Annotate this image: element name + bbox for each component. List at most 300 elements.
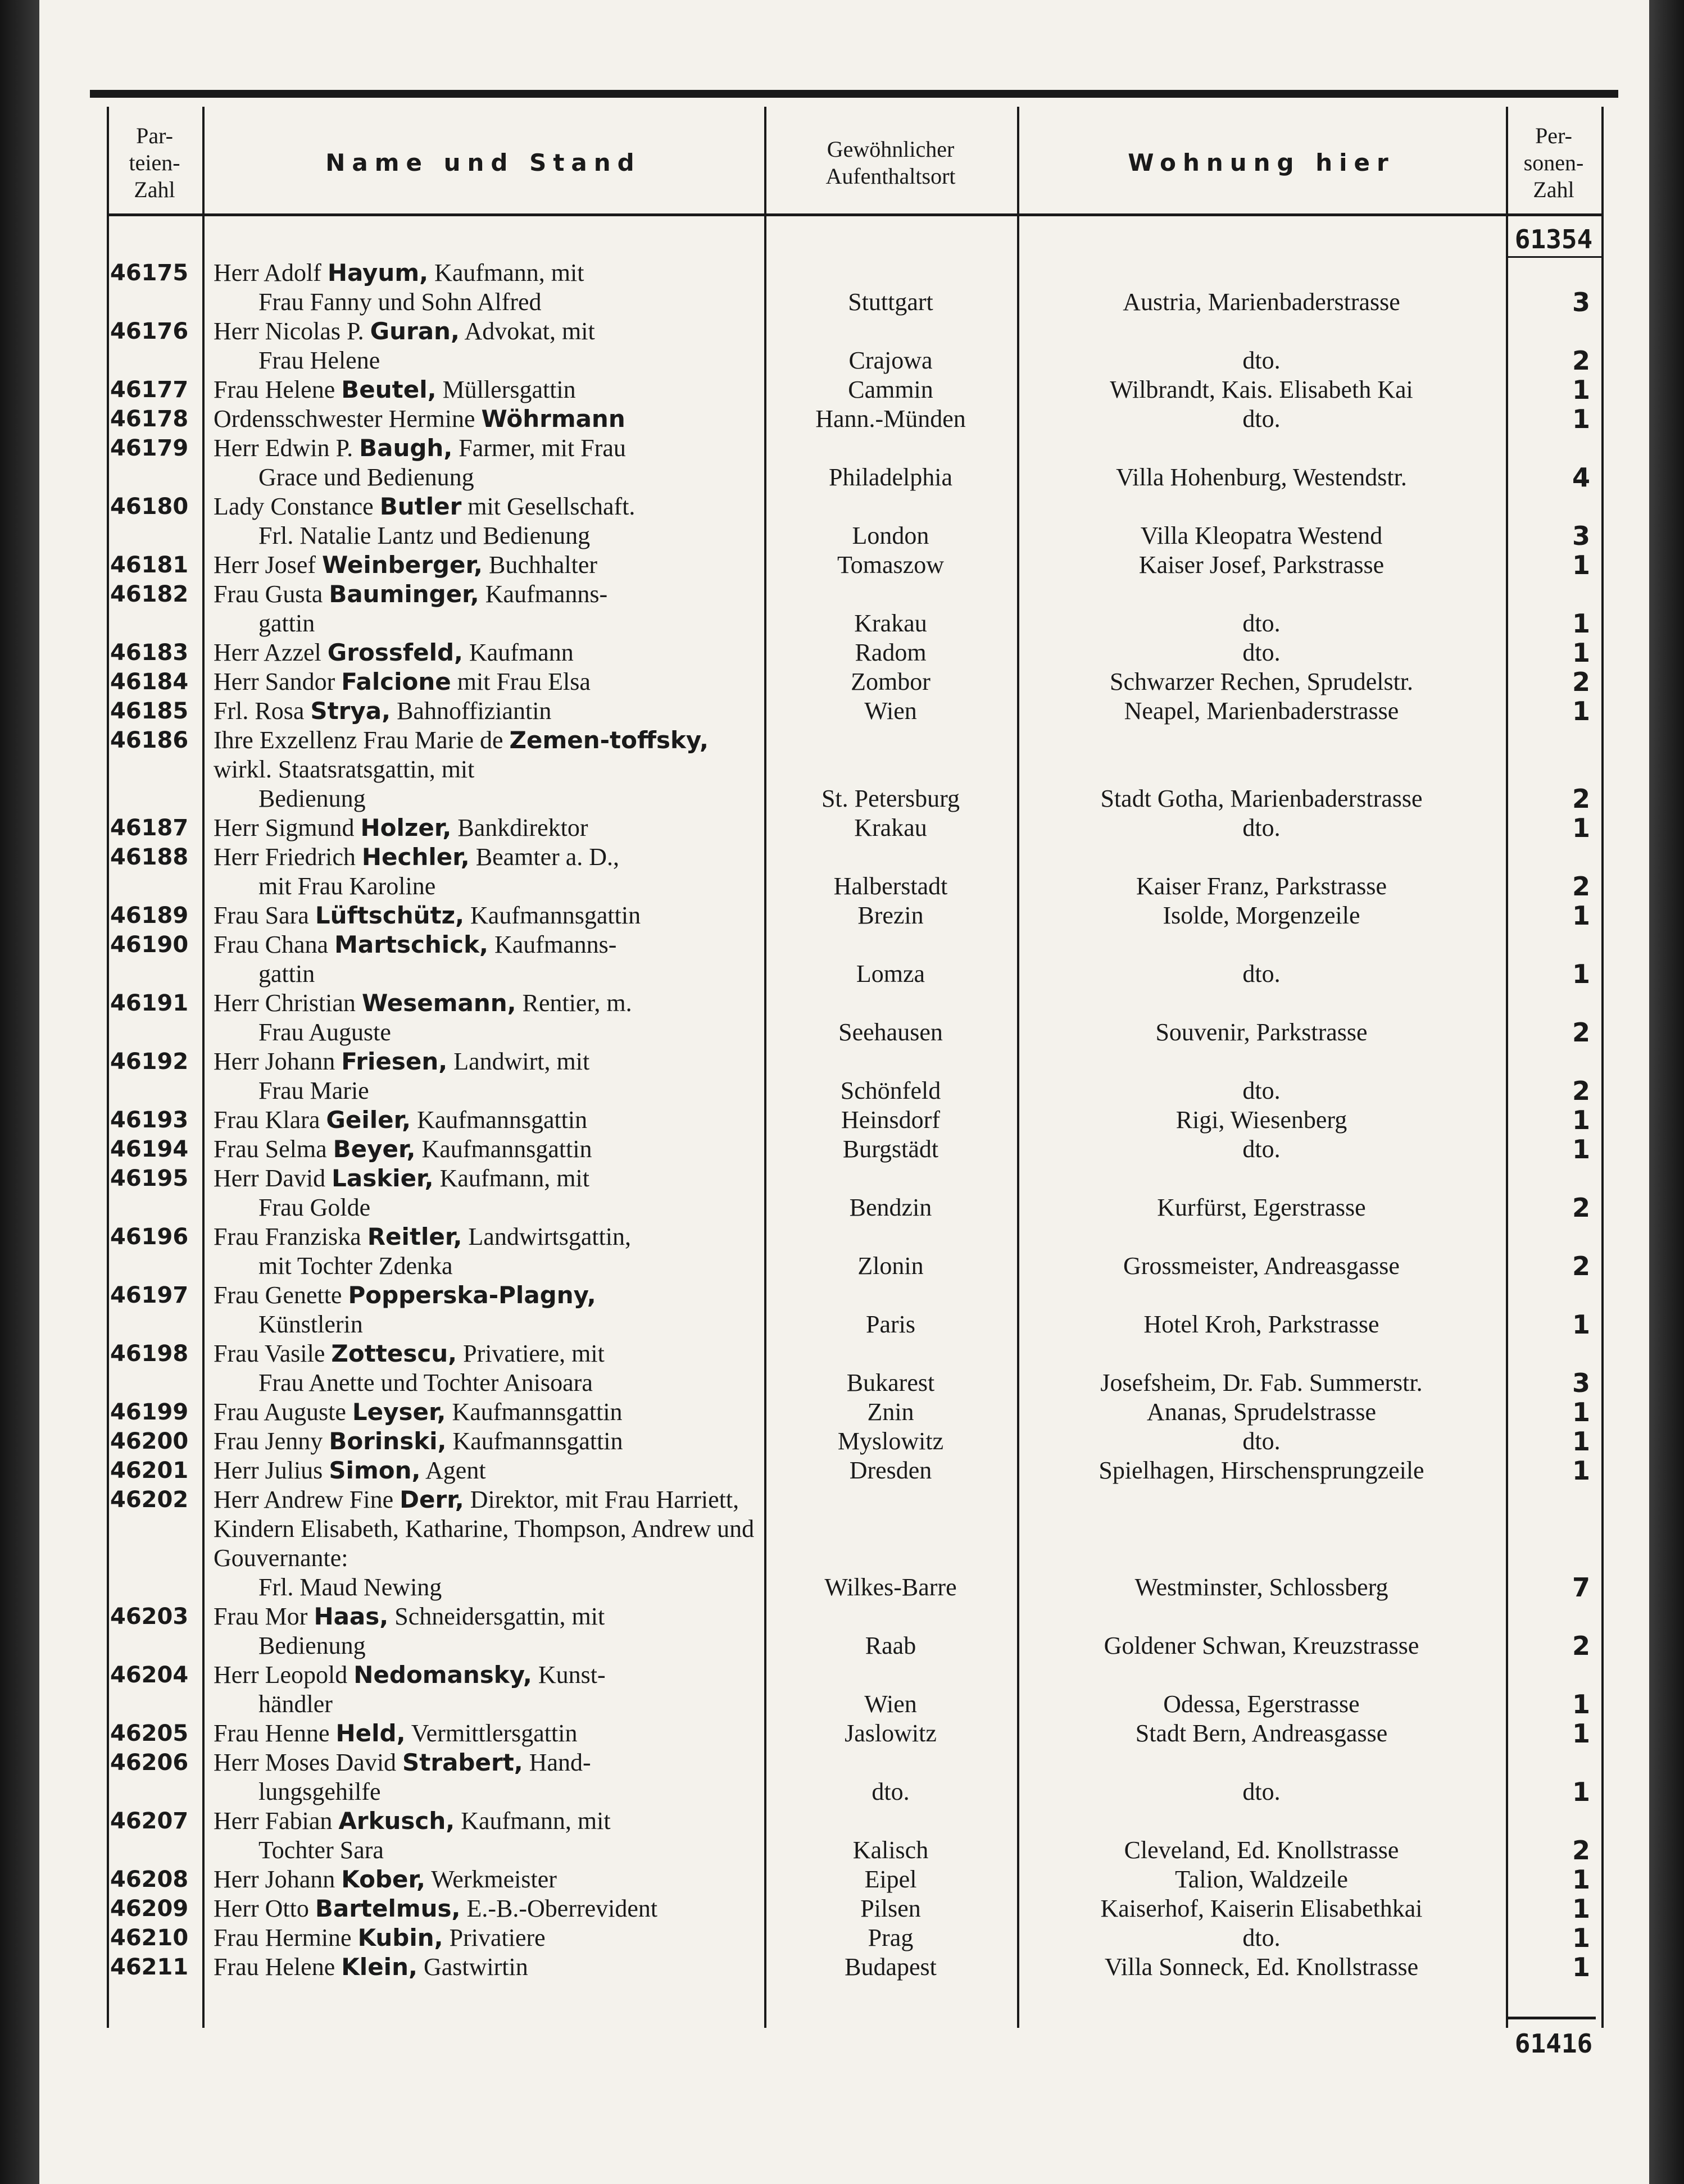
guest-occupation: Privatiere, mit <box>457 1340 605 1367</box>
lodging-address: Kaiser Josef, Parkstrasse <box>1138 551 1385 579</box>
guest-surname: Grossfeld, <box>327 639 463 666</box>
guest-name-cell <box>202 1865 764 1894</box>
party-number: 46205 <box>110 1721 189 1746</box>
lodging-address: Kaiser Franz, Parkstrasse <box>1136 872 1387 900</box>
guest-line <box>214 989 632 1017</box>
guest-name-cell <box>202 1164 764 1222</box>
col-divider <box>1601 107 1604 2028</box>
guest-line <box>214 668 591 695</box>
guest-surname: Guran, <box>370 317 460 345</box>
guest-title: Herr Nicolas P. <box>214 317 370 345</box>
usual-residence: Budapest <box>845 1953 937 1981</box>
guest-line <box>214 1135 592 1163</box>
guest-surname: Held, <box>335 1719 406 1747</box>
guest-name-cell <box>202 1748 764 1807</box>
guest-title: Herr Johann <box>214 1866 342 1893</box>
guest-line <box>214 1164 589 1192</box>
usual-residence: Pilsen <box>860 1895 921 1922</box>
lodging-address: Ananas, Sprudelstrasse <box>1146 1398 1377 1426</box>
guest-surname: Strya, <box>310 697 391 725</box>
lodging-address: Westminster, Schlossberg <box>1134 1573 1388 1601</box>
person-count: 1 <box>1572 1777 1590 1807</box>
guest-name-cell <box>202 1281 764 1339</box>
guest-name-cell <box>202 726 764 813</box>
footer-rule <box>1506 2017 1596 2019</box>
table-row <box>107 1660 1601 1719</box>
table-row <box>107 1953 1601 1982</box>
table-row <box>107 580 1601 638</box>
guest-name-cell <box>202 580 764 638</box>
guest-title: Herr Edwin P. <box>214 434 360 462</box>
guest-title: Frau Auguste <box>214 1398 352 1426</box>
lodging-address: Stadt Gotha, Marienbaderstrasse <box>1100 785 1423 812</box>
guest-surname: Laskier, <box>332 1164 434 1192</box>
table-row <box>107 989 1601 1047</box>
lodging-address: dto. <box>1242 1077 1281 1104</box>
usual-residence: Lomza <box>856 960 925 988</box>
lodging-address: Stadt Bern, Andreasgasse <box>1135 1719 1388 1747</box>
guest-line <box>214 1661 606 1689</box>
lodging-address: Talion, Waldzeile <box>1175 1866 1348 1893</box>
guest-title: Herr Leopold <box>214 1661 354 1689</box>
guest-name-cell <box>202 1923 764 1953</box>
guest-companions: Grace und Bedienung <box>258 463 474 491</box>
guest-line <box>214 259 584 286</box>
guest-line <box>214 726 709 783</box>
table-row <box>107 930 1601 989</box>
guest-line <box>214 1895 657 1922</box>
party-number: 46178 <box>110 406 189 432</box>
guest-companions: lungsgehilfe <box>258 1778 381 1805</box>
guest-title: Frau Selma <box>214 1135 333 1163</box>
guest-surname: Kubin, <box>357 1924 443 1951</box>
guest-line <box>214 1281 596 1309</box>
guest-line <box>214 580 607 608</box>
table-row <box>107 726 1601 813</box>
guest-surname: Nedomansky, <box>353 1661 532 1689</box>
guest-title: Herr Sandor <box>214 668 342 695</box>
usual-residence: Stuttgart <box>848 288 933 316</box>
lodging-address: dto. <box>1242 1135 1281 1163</box>
party-number: 46187 <box>110 815 189 841</box>
guest-name-cell <box>202 667 764 697</box>
usual-residence: Wien <box>864 697 917 725</box>
guest-name-cell <box>202 375 764 404</box>
guest-name-cell <box>202 1339 764 1398</box>
lodging-address: Villa Kleopatra Westend <box>1140 522 1383 549</box>
guest-title: Herr Otto <box>214 1895 315 1922</box>
guest-title: Frau Franziska <box>214 1223 367 1250</box>
person-count: 1 <box>1572 638 1590 668</box>
person-count: 2 <box>1572 1017 1590 1048</box>
guest-name-cell <box>202 1135 764 1164</box>
table-row <box>107 1894 1601 1923</box>
guest-surname: Martschick, <box>334 931 488 958</box>
guest-title: Frau Vasile <box>214 1340 332 1367</box>
guest-surname: Wesemann, <box>361 989 516 1017</box>
lodging-address: dto. <box>1242 814 1281 841</box>
guest-title: Herr Friedrich <box>214 843 362 871</box>
party-number: 46202 <box>110 1487 189 1513</box>
guest-surname: Klein, <box>341 1953 417 1981</box>
guest-occupation: Kunst- <box>532 1661 606 1689</box>
guest-name-cell <box>202 1894 764 1923</box>
party-number: 46196 <box>110 1224 189 1250</box>
usual-residence: Kalisch <box>852 1836 929 1864</box>
guest-name-cell <box>202 1485 764 1602</box>
guest-name-cell <box>202 317 764 375</box>
guest-name-cell <box>202 1719 764 1748</box>
guest-name-cell <box>202 813 764 843</box>
lodging-address: Odessa, Egerstrasse <box>1163 1690 1360 1718</box>
guest-surname: Leyser, <box>352 1398 446 1426</box>
guest-name-cell <box>202 1660 764 1719</box>
guest-line <box>214 843 619 871</box>
guest-surname: Wöhrmann <box>481 405 625 433</box>
guest-surname: Strabert, <box>402 1749 523 1776</box>
usual-residence: Heinsdorf <box>841 1106 940 1134</box>
guest-title: Herr Christian <box>214 989 362 1017</box>
guest-surname: Butler <box>379 493 462 520</box>
guest-surname: Hechler, <box>361 843 470 871</box>
guest-occupation: Kaufmannsgattin <box>464 902 641 929</box>
guest-name-cell <box>202 550 764 580</box>
table-row <box>107 550 1601 580</box>
party-number: 46186 <box>110 727 189 753</box>
usual-residence: Paris <box>866 1311 915 1338</box>
table-row <box>107 1135 1601 1164</box>
guest-name-cell <box>202 843 764 901</box>
lodging-address: Spielhagen, Hirschensprungzeile <box>1099 1457 1424 1484</box>
usual-residence: Wilkes-Barre <box>824 1573 957 1601</box>
party-number: 46203 <box>110 1604 189 1630</box>
usual-residence: Raab <box>865 1632 916 1659</box>
lodging-address: Austria, Marienbaderstrasse <box>1123 288 1400 316</box>
guest-title: Frau Henne <box>214 1719 336 1747</box>
party-number: 46184 <box>110 669 189 695</box>
guest-line <box>214 1749 591 1776</box>
guest-line <box>214 1106 587 1134</box>
header-person-count: Per- sonen- Zahl <box>1523 123 1584 202</box>
guest-occupation: Kaufmannsgattin <box>446 1427 623 1455</box>
guest-title: Frau Chana <box>214 931 335 958</box>
table-row <box>107 317 1601 375</box>
top-rule <box>90 90 1618 98</box>
person-count: 1 <box>1572 1923 1590 1953</box>
guest-line <box>214 639 574 666</box>
party-number: 46199 <box>110 1399 189 1425</box>
lodging-address: Wilbrandt, Kais. Elisabeth Kai <box>1110 376 1413 403</box>
table-row <box>107 901 1601 930</box>
lodging-address: Rigi, Wiesenberg <box>1175 1106 1347 1134</box>
guest-title: Herr David <box>214 1164 332 1192</box>
table-row <box>107 1427 1601 1456</box>
usual-residence: Schönfeld <box>840 1077 941 1104</box>
guest-name-cell <box>202 638 764 667</box>
guest-occupation: mit Gesellschaft. <box>461 493 636 520</box>
party-number: 46195 <box>110 1166 189 1191</box>
guest-occupation: Landwirt, mit <box>447 1048 590 1075</box>
person-count: 1 <box>1572 1689 1590 1719</box>
lodging-address: Cleveland, Ed. Knollstrasse <box>1124 1836 1399 1864</box>
guest-occupation: Bahnoffiziantin <box>391 697 552 725</box>
table-row <box>107 843 1601 901</box>
header-usual-residence: Gewöhnlicher Aufenthaltsort <box>825 136 956 189</box>
guest-occupation: Direktor, mit Frau Harriett, Kindern Elisabeth, Katharine, Thompson, Andrew und Gouvernante: <box>214 1486 755 1572</box>
person-count: 1 <box>1572 550 1590 580</box>
person-count: 1 <box>1572 1105 1590 1135</box>
guest-title: Herr Josef <box>214 551 323 579</box>
lodging-address: dto. <box>1242 347 1281 374</box>
party-number: 46197 <box>110 1282 189 1308</box>
guest-surname: Bauminger, <box>329 580 479 608</box>
guest-name-cell <box>202 1398 764 1427</box>
lodging-address: Kaiserhof, Kaiserin Elisabethkai <box>1100 1895 1423 1922</box>
party-number: 46206 <box>110 1750 189 1776</box>
guest-line <box>214 1924 546 1951</box>
guest-occupation: Kaufmannsgattin <box>411 1106 588 1134</box>
usual-residence: Zombor <box>851 668 930 695</box>
guest-line <box>214 551 597 579</box>
guest-surname: Borinski, <box>329 1427 447 1455</box>
party-number: 46208 <box>110 1867 189 1892</box>
guest-companions: Frl. Natalie Lantz und Bedienung <box>258 522 591 549</box>
guest-companions: Künstlerin <box>258 1311 363 1338</box>
person-count: 4 <box>1572 462 1590 493</box>
guest-companions: Bedienung <box>258 785 366 812</box>
guest-line <box>214 1427 623 1455</box>
party-number: 46180 <box>110 494 189 520</box>
guest-companions: mit Frau Karoline <box>258 872 436 900</box>
person-count: 2 <box>1572 1835 1590 1866</box>
guest-occupation: wirkl. Staatsratsgattin, mit <box>214 756 475 783</box>
person-count: 7 <box>1572 1572 1590 1603</box>
guest-occupation: Schneidersgattin, mit <box>388 1603 605 1630</box>
usual-residence: Myslowitz <box>837 1427 944 1455</box>
guest-surname: Derr, <box>400 1486 464 1513</box>
guest-line <box>214 493 635 520</box>
guest-name-cell <box>202 697 764 726</box>
person-count: 3 <box>1572 1368 1590 1398</box>
person-count: 1 <box>1572 1952 1590 1982</box>
party-number: 46193 <box>110 1107 189 1133</box>
lodging-address: Goldener Schwan, Kreuzstrasse <box>1104 1632 1419 1659</box>
guest-surname: Falcione <box>341 668 451 695</box>
guest-companions: Frau Helene <box>258 347 380 374</box>
guest-title: Frau Gusta <box>214 580 329 608</box>
lodging-address: dto. <box>1242 639 1281 666</box>
guest-occupation: Vermittlersgattin <box>405 1719 578 1747</box>
guest-line <box>214 1866 557 1893</box>
table-row <box>107 1485 1601 1602</box>
guest-occupation: Bankdirektor <box>451 814 588 841</box>
guest-name-cell <box>202 1427 764 1456</box>
guest-name-cell <box>202 1456 764 1485</box>
guest-surname: Hayum, <box>327 259 429 286</box>
guest-companions: gattin <box>258 960 315 988</box>
guest-line <box>214 1719 577 1747</box>
person-count: 2 <box>1572 871 1590 902</box>
guest-companions: Frau Anette und Tochter Anisoara <box>258 1369 593 1396</box>
usual-residence: Znin <box>867 1398 914 1426</box>
person-count: 2 <box>1572 667 1590 697</box>
guest-surname: Weinberger, <box>322 551 483 579</box>
guest-title: Ordensschwester Hermine <box>214 405 482 433</box>
guest-occupation: E.-B.-Oberrevident <box>460 1895 658 1922</box>
guest-line <box>214 697 551 725</box>
table-row <box>107 404 1601 434</box>
guest-surname: Baugh, <box>359 434 453 462</box>
usual-residence: Wien <box>864 1690 917 1718</box>
scan-edge-left <box>0 0 39 2184</box>
person-count: 2 <box>1572 1076 1590 1106</box>
table-row <box>107 1807 1601 1865</box>
party-number: 46207 <box>110 1808 189 1834</box>
guest-title: Frau Jenny <box>214 1427 329 1455</box>
lodging-address: dto. <box>1242 1427 1281 1455</box>
guest-title: Herr Azzel <box>214 639 328 666</box>
table-row <box>107 1748 1601 1807</box>
party-number: 46198 <box>110 1341 189 1367</box>
guest-title: Ihre Exzellenz Frau Marie de <box>214 726 510 754</box>
usual-residence: Philadelphia <box>829 463 952 491</box>
guest-title: Herr Andrew Fine <box>214 1486 400 1513</box>
guest-title: Herr Moses David <box>214 1749 403 1776</box>
person-count: 2 <box>1572 345 1590 376</box>
guest-occupation: Buchhalter <box>482 551 598 579</box>
person-count: 2 <box>1572 1193 1590 1223</box>
table-row <box>107 1047 1601 1105</box>
guest-surname: Beutel, <box>341 376 437 403</box>
usual-residence: Krakau <box>854 814 927 841</box>
party-number: 46188 <box>110 844 189 870</box>
guest-line <box>214 405 625 433</box>
table-row <box>107 1865 1601 1894</box>
person-count: 2 <box>1572 1251 1590 1281</box>
party-number: 46201 <box>110 1458 189 1484</box>
guest-line <box>214 1953 528 1981</box>
guest-title: Herr Adolf <box>214 259 328 286</box>
usual-residence: Krakau <box>854 609 927 637</box>
guest-title: Lady Constance <box>214 493 380 520</box>
guest-occupation: Beamter a. D., <box>469 843 620 871</box>
table-row <box>107 638 1601 667</box>
guest-surname: Friesen, <box>341 1048 448 1075</box>
guest-companions: händler <box>258 1690 333 1718</box>
guest-line <box>214 434 626 462</box>
guest-title: Frau Genette <box>214 1281 348 1309</box>
guest-surname: Simon, <box>329 1457 421 1484</box>
guest-occupation: Gastwirtin <box>417 1953 528 1981</box>
scan-edge-right <box>1649 0 1684 2184</box>
guest-companions: Tochter Sara <box>258 1836 384 1864</box>
guest-surname: Zemen-toffsky, <box>509 726 709 754</box>
table-row <box>107 1602 1601 1660</box>
guest-name-cell <box>202 434 764 492</box>
guest-surname: Popperska-Plagny, <box>348 1281 596 1309</box>
carry-out-total: 61416 <box>1514 2028 1593 2059</box>
guest-title: Frau Hermine <box>214 1924 358 1951</box>
party-number: 46181 <box>110 552 189 578</box>
lodging-address: Souvenir, Parkstrasse <box>1155 1018 1368 1046</box>
guest-occupation: Kaufmann, mit <box>433 1164 589 1192</box>
person-count: 3 <box>1572 521 1590 551</box>
party-number: 46176 <box>110 319 189 344</box>
guest-companions: Bedienung <box>258 1632 366 1659</box>
guest-name-cell <box>202 901 764 930</box>
party-number: 46189 <box>110 903 189 929</box>
table-row <box>107 1456 1601 1485</box>
usual-residence: Brezin <box>857 902 924 929</box>
guest-surname: Reitler, <box>367 1223 462 1250</box>
lodging-address: dto. <box>1242 1778 1281 1805</box>
guest-occupation: Privatiere <box>443 1924 546 1951</box>
person-count: 2 <box>1572 1631 1590 1661</box>
table-row <box>107 492 1601 550</box>
guest-companions: Frau Fanny und Sohn Alfred <box>258 288 542 316</box>
guest-occupation: Müllersgattin <box>436 376 576 403</box>
party-number: 46191 <box>110 990 189 1016</box>
guest-companions: Frau Auguste <box>258 1018 391 1046</box>
usual-residence: Halberstadt <box>833 872 948 900</box>
table-row <box>107 667 1601 697</box>
party-number: 46204 <box>110 1662 189 1688</box>
person-count: 1 <box>1572 1894 1590 1924</box>
table-row <box>107 813 1601 843</box>
table-row <box>107 1281 1601 1339</box>
usual-residence: London <box>852 522 929 549</box>
table-row <box>107 1164 1601 1222</box>
lodging-address: dto. <box>1242 960 1281 988</box>
guest-surname: Zottescu, <box>331 1340 457 1367</box>
guest-line <box>214 1807 611 1835</box>
usual-residence: Radom <box>855 639 927 666</box>
party-number: 46179 <box>110 435 189 461</box>
guest-surname: Haas, <box>314 1603 389 1630</box>
guest-title: Frau Mor <box>214 1603 314 1630</box>
guest-companions: mit Tochter Zdenka <box>258 1252 453 1280</box>
party-number: 46194 <box>110 1136 189 1162</box>
table-row <box>107 434 1601 492</box>
guest-line <box>214 1048 589 1075</box>
table-row <box>107 1719 1601 1748</box>
carry-in-total: 61354 <box>1506 222 1601 258</box>
usual-residence: Burgstädt <box>842 1135 939 1163</box>
guest-name-cell <box>202 1047 764 1105</box>
person-count: 2 <box>1572 784 1590 814</box>
guest-name-cell <box>202 1602 764 1660</box>
usual-residence: Dresden <box>849 1457 932 1484</box>
guest-occupation: Kaufmanns- <box>479 580 608 608</box>
guest-line <box>214 902 641 929</box>
guest-line <box>214 1223 631 1250</box>
person-count: 1 <box>1572 1864 1590 1895</box>
guest-occupation: Kaufmannsgattin <box>446 1398 623 1426</box>
guest-title: Frau Helene <box>214 1953 342 1981</box>
guest-name-cell <box>202 258 764 317</box>
person-count: 1 <box>1572 1718 1590 1749</box>
guest-name-cell <box>202 1953 764 1982</box>
table-row <box>107 697 1601 726</box>
guest-occupation: Kaufmann, mit <box>428 259 584 286</box>
guest-title: Frau Helene <box>214 376 342 403</box>
person-count: 1 <box>1572 813 1590 843</box>
guest-name-cell <box>202 989 764 1047</box>
guest-occupation: Landwirtsgattin, <box>462 1223 632 1250</box>
lodging-address: Hotel Kroh, Parkstrasse <box>1143 1311 1379 1338</box>
guest-line <box>214 1457 486 1484</box>
lodging-address: dto. <box>1242 609 1281 637</box>
